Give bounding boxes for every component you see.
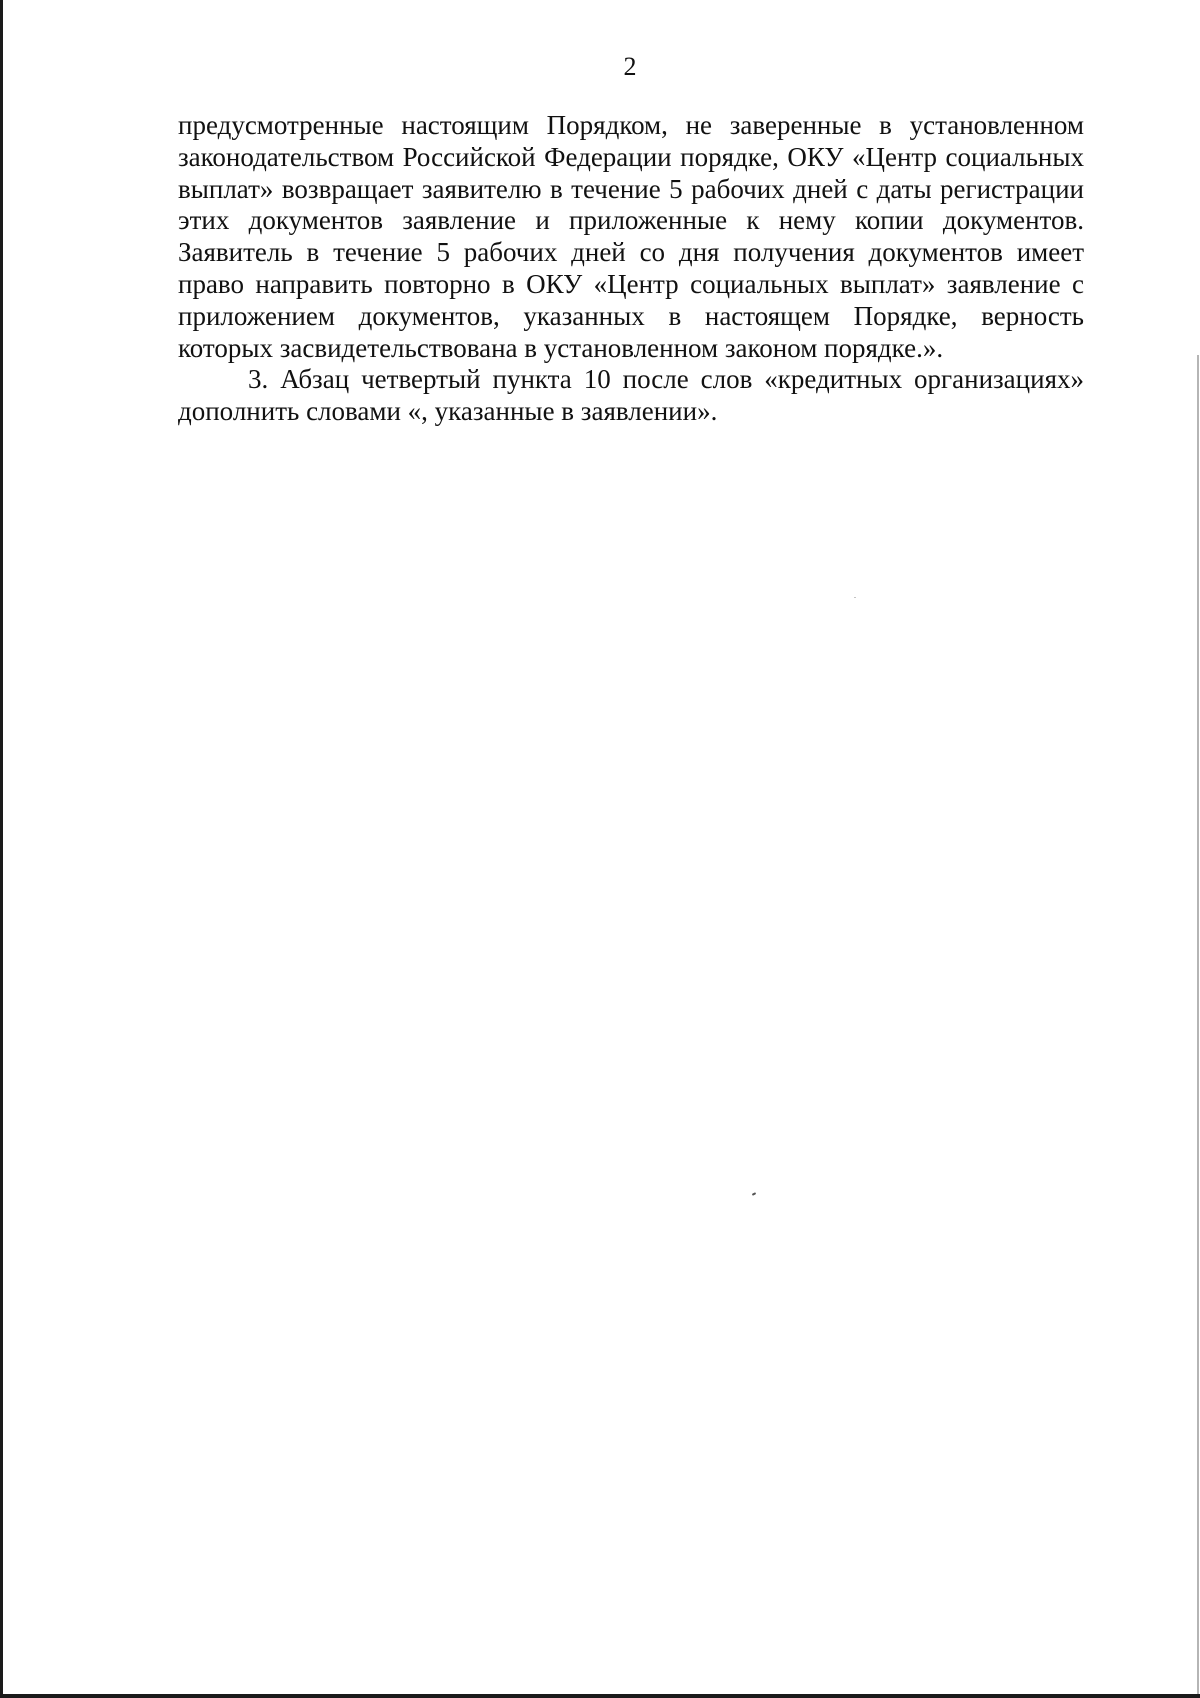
paragraph-continuation: предусмотренные настоящим Порядком, не заверенные в установленном законодательством Российской Федерации порядке, ОКУ «Центр социальных выплат» возвращает заявителю в течение 5 рабочих дней с даты регистрации этих документов заявление и приложенные к нему копии документов. Заявитель в течение 5 рабочих дней со дня получения документов имеет право направить повторно в ОКУ «Центр социальных выплат» заявление с приложением документов, указанных в настоящем Порядке, верность которых засвидетельствована в установленном законом порядке.». <box>178 110 1084 363</box>
page-number: 2 <box>623 52 637 81</box>
scan-edge-right <box>1197 355 1199 1698</box>
scan-edge-left <box>0 0 3 1698</box>
scan-speck <box>752 1192 756 1196</box>
document-body <box>178 110 1084 428</box>
scan-edge-bottom <box>0 1694 1200 1698</box>
scan-speck <box>854 597 856 598</box>
paragraph-item-3: 3. Абзац четвертый пункта 10 после слов «кредитных организациях» дополнить словами «, указанные в заявлении». <box>178 364 1084 427</box>
